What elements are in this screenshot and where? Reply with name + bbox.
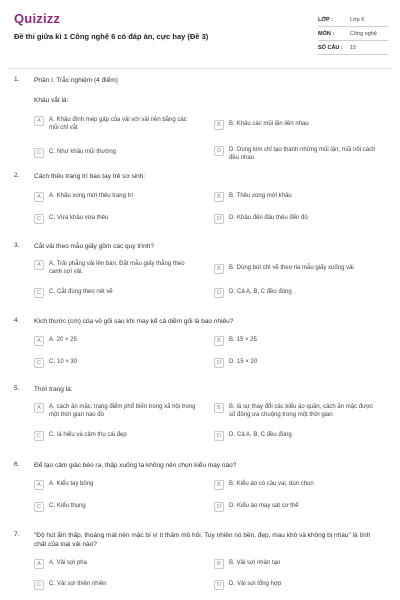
question-4: [0, 317, 400, 385]
option-c[interactable]: [34, 431, 197, 441]
option-text: Trải phẳng vải lên bàn. Đặt mẫu giấy thẳng theo canh sợi vải.: [49, 261, 185, 275]
meta-row-count: [318, 41, 388, 55]
option-text: Vừa khâu vừa thêu: [57, 215, 109, 221]
question-number: 6.: [14, 461, 20, 468]
question-text: Cách thêu trang trí bao tay trẻ sơ sinh:: [34, 173, 146, 180]
option-letter: A: [34, 116, 44, 126]
option-a[interactable]: [34, 260, 197, 276]
option-letter: C: [34, 148, 44, 158]
option-text: 15 × 25: [236, 337, 257, 343]
quizizz-logo: Quizizz: [14, 11, 61, 26]
meta-value: Công nghệ: [350, 30, 377, 37]
option-letter: A: [34, 559, 44, 569]
option-b[interactable]: [214, 559, 377, 569]
option-text: Kiểu tay bồng: [56, 481, 94, 487]
option-letter: A: [34, 260, 44, 270]
option-letter: A: [34, 480, 44, 490]
option-c[interactable]: [34, 288, 197, 298]
option-label: C.: [49, 432, 55, 438]
meta-key: SỐ CÂU :: [318, 44, 343, 51]
option-label: C.: [49, 215, 55, 221]
option-b[interactable]: [214, 192, 377, 202]
option-text: Vải sợi nhân tạo: [236, 560, 281, 566]
option-label: B.: [229, 404, 235, 410]
option-letter: C: [34, 288, 44, 298]
option-letter: D: [214, 431, 224, 441]
option-label: B.: [229, 481, 235, 487]
option-letter: D: [214, 502, 224, 512]
option-letter: D: [214, 146, 224, 156]
option-label: B.: [229, 193, 235, 199]
option-letter: B: [214, 403, 224, 413]
question-number: 4.: [14, 317, 20, 324]
option-letter: C: [34, 431, 44, 441]
option-label: A.: [49, 404, 55, 410]
option-a[interactable]: [34, 559, 197, 569]
option-letter: B: [214, 480, 224, 490]
question-text: Thời trang là:: [34, 386, 73, 393]
option-label: D.: [229, 147, 235, 153]
question-1: [0, 76, 400, 172]
option-label: B.: [229, 265, 235, 271]
option-label: D.: [229, 289, 235, 295]
option-text: 10 × 30: [57, 359, 78, 365]
option-label: C.: [49, 503, 55, 509]
option-text: Dùng bút chì vẽ theo ria mẫu giấy xuống vải: [236, 265, 354, 271]
option-a[interactable]: [34, 403, 197, 419]
option-b[interactable]: [214, 403, 377, 419]
option-b[interactable]: [214, 120, 377, 130]
option-d[interactable]: [214, 431, 377, 441]
option-letter: B: [214, 120, 224, 130]
question-5: [0, 385, 400, 461]
option-label: D.: [229, 359, 235, 365]
option-c[interactable]: [34, 580, 197, 590]
option-c[interactable]: [34, 502, 197, 512]
option-text: 20 × 25: [56, 337, 77, 343]
meta-row-class: [318, 13, 388, 27]
option-letter: A: [34, 336, 44, 346]
option-text: Khâu đến đâu thêu đến đó: [237, 215, 308, 221]
question-text: "Độ hút ẩm thấp, thoáng mát nên mặc bí vì ít thấm mồ hôi. Tuy nhiên nó bền, đẹp, mau khô và không bị nhàu" là tính chất của loại vải nào?: [34, 532, 371, 548]
option-d[interactable]: [214, 214, 377, 224]
option-d[interactable]: [214, 288, 377, 298]
option-letter: D: [214, 358, 224, 368]
question-3: [0, 242, 400, 317]
option-letter: C: [34, 502, 44, 512]
option-letter: C: [34, 358, 44, 368]
question-number: 1.: [14, 76, 20, 83]
option-label: D.: [229, 215, 235, 221]
option-text: Cả A, B, C đều đúng: [237, 432, 292, 438]
option-d[interactable]: [214, 146, 377, 162]
worksheet-header: [0, 0, 400, 62]
option-label: D.: [229, 432, 235, 438]
question-list: [0, 76, 400, 600]
option-label: A.: [49, 261, 55, 267]
option-a[interactable]: [34, 336, 197, 346]
option-b[interactable]: [214, 264, 377, 274]
option-text: là sự thay đổi các kiểu áo quần, cách ăn mặc được số đông ưa chuộng trong một thời gian: [229, 404, 374, 418]
option-label: A.: [49, 481, 55, 487]
option-c[interactable]: [34, 214, 197, 224]
option-d[interactable]: [214, 580, 377, 590]
option-letter: C: [34, 580, 44, 590]
option-d[interactable]: [214, 502, 377, 512]
option-letter: D: [214, 580, 224, 590]
option-text: Kiểu áo có cầu vai, dún chun: [236, 481, 314, 487]
option-a[interactable]: [34, 480, 197, 490]
option-label: C.: [49, 359, 55, 365]
question-7: [0, 531, 400, 600]
option-text: Kiểu thụng: [57, 503, 86, 509]
option-label: D.: [229, 581, 235, 587]
option-letter: A: [34, 403, 44, 413]
option-b[interactable]: [214, 480, 377, 490]
question-number: 7.: [14, 531, 20, 538]
option-label: B.: [229, 121, 235, 127]
section-heading: Phần I. Trắc nghiệm (4 điểm): [34, 77, 118, 84]
option-label: B.: [229, 337, 235, 343]
option-label: A.: [49, 117, 55, 123]
option-a[interactable]: [34, 192, 197, 202]
option-text: Vải sợi pha: [56, 560, 87, 566]
option-text: Cắt đúng theo nét vẽ: [57, 289, 113, 295]
option-c[interactable]: [34, 358, 197, 368]
option-letter: C: [34, 214, 44, 224]
question-6: [0, 461, 400, 531]
option-text: Khâu các mũi lặn liền nhau: [236, 121, 309, 127]
meta-key: MÔN :: [318, 30, 335, 37]
option-text: Cả A, B, C đều đúng: [237, 289, 292, 295]
option-letter: B: [214, 559, 224, 569]
option-label: D.: [229, 503, 235, 509]
option-b[interactable]: [214, 336, 377, 346]
question-number: 2.: [14, 172, 20, 179]
meta-row-subject: [318, 27, 388, 41]
option-label: A.: [49, 193, 55, 199]
option-text: Vải sợi tổng hợp: [237, 581, 282, 587]
option-text: Kiểu áo may sát cơ thể: [237, 503, 299, 509]
option-text: là hiểu và cảm thụ cái đẹp: [57, 432, 127, 438]
option-d[interactable]: [214, 358, 377, 368]
option-label: B.: [229, 560, 235, 566]
option-letter: A: [34, 192, 44, 202]
option-a[interactable]: [34, 116, 197, 132]
question-text: Kích thước (cm) của vỏ gối sau khi may kể cả diềm gối là bao nhiêu?: [34, 318, 234, 325]
option-letter: B: [214, 336, 224, 346]
option-text: Như khâu mũi thường: [57, 149, 116, 155]
option-text: Khâu đính mép gấp của vải với vải nền bằng các mũi chỉ vắt: [49, 117, 187, 131]
option-letter: D: [214, 214, 224, 224]
option-label: A.: [49, 337, 55, 343]
meta-key: LỚP :: [318, 16, 333, 23]
option-letter: B: [214, 264, 224, 274]
question-number: 5.: [14, 385, 20, 392]
question-text: Để tạo cảm giác béo ra, thấp xuống ta không nên chọn kiểu may nào?: [34, 462, 237, 469]
question-text: Khâu vắt là:: [34, 97, 69, 104]
meta-table: [318, 13, 388, 55]
option-label: C.: [49, 149, 55, 155]
option-label: C.: [49, 289, 55, 295]
question-2: [0, 172, 400, 242]
meta-value: 15: [350, 44, 357, 51]
option-letter: B: [214, 192, 224, 202]
option-text: Thêu xong mới khâu: [236, 193, 292, 199]
question-number: 3.: [14, 242, 20, 249]
option-label: A.: [49, 560, 55, 566]
option-text: 15 × 20: [237, 359, 258, 365]
option-label: C.: [49, 581, 55, 587]
option-letter: D: [214, 288, 224, 298]
question-text: Cắt vải theo mẫu giấy gồm các quy trình?: [34, 243, 154, 250]
option-text: Dùng kim chỉ tạo thành những mũi lặn, mũi nổi cách đều nhau: [229, 147, 376, 161]
worksheet-title: Đề thi giữa kì 1 Công nghệ 6 có đáp án, cực hay (Đề 3): [14, 32, 209, 41]
option-text: cách ăn mặc, trang điểm phổ biến trong xã hội trong một thời gian nào đó: [49, 404, 196, 418]
option-text: Khâu xong mới thêu trang trí: [56, 193, 133, 199]
option-text: Vải sợi thiên nhiên: [57, 581, 107, 587]
option-c[interactable]: [34, 148, 197, 158]
meta-value: Lớp 6: [350, 16, 365, 23]
header-divider: [8, 68, 392, 69]
